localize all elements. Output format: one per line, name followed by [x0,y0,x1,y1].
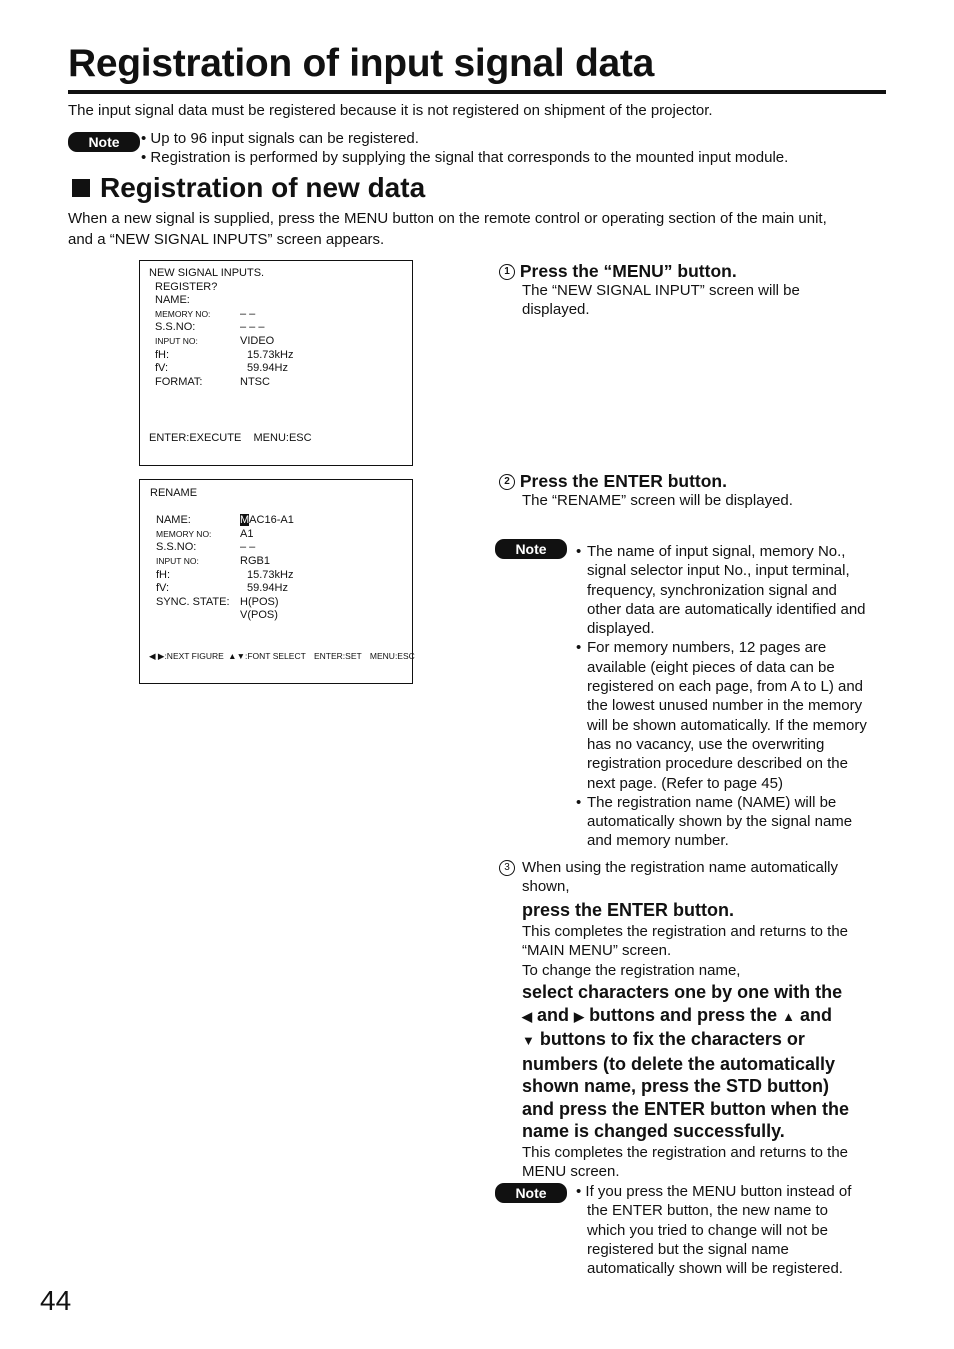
instruction-line: shown name, press the STD button) [522,1076,830,1097]
note-line: • Registration is performed by supplying the signal that corresponds to the mounted input module. [141,149,789,166]
step-text: This completes the registration and returns to the [522,1143,849,1161]
screen-row-value: NTSC [240,375,270,388]
screen-row-label: fH: [156,568,171,581]
note-line: • The registration name (NAME) will be [587,793,837,811]
screen-row-label: S.S.NO: [156,541,197,554]
note-badge: Note [495,1183,567,1203]
note-line: has no vacancy, use the overwriting [587,735,825,753]
section-intro-line: and a “NEW SIGNAL INPUTS” screen appears. [68,231,385,248]
footer-next-figure: :NEXT FIGURE [164,651,224,661]
step-number: 3 [499,860,515,876]
screen-footer: ENTER:EXECUTE MENU:ESC [149,432,312,444]
step-text: When using the registration name automatically [522,859,838,876]
instruction-line: numbers (to delete the automatically [522,1053,836,1074]
footer-menu-esc: MENU:ESC [369,651,415,661]
page-title: Registration of input signal data [68,42,886,94]
screen-data-row [150,582,405,596]
step-title: Press the “MENU” button. [519,261,737,281]
screen-row-value: 15.73kHz [247,348,294,361]
instruction-line: select characters one by one with the [522,982,843,1003]
up-arrow-icon: ▲ [782,1008,795,1024]
screen-row-value: VIDEO [240,334,275,347]
step-1 [499,260,889,320]
screen-row-label: SYNC. STATE: [156,595,230,608]
step-instruction: press the ENTER button. [522,899,735,920]
step-text: The “RENAME” screen will be displayed. [522,492,793,509]
instruction-word: buttons to fix the characters or [539,1029,805,1050]
screen-data-row [149,376,404,390]
name-value: AC16-A1 [249,514,294,527]
note-bullet [576,638,896,792]
rename-screen [139,479,413,684]
note-line: registration procedure described on the [587,755,848,773]
section-intro [68,208,827,250]
note-line: next page. (Refer to page 45) [587,774,783,792]
screen-footer [149,650,415,664]
screen-row-value: A1 [240,527,254,540]
screen-row-label: fH: [155,348,170,361]
screen-data-row [149,335,404,349]
top-notes [141,129,788,168]
screen-data-row [150,528,405,542]
screen-name-label: NAME: [155,294,190,307]
note-2-list [576,542,896,851]
instruction-line: and press the ENTER button when the [522,1098,850,1119]
screen-name-label: NAME: [156,514,191,527]
note-line: automatically shown by the signal name [587,813,853,831]
note-line: the ENTER button, the new name to [587,1202,828,1220]
screen-data-row [150,596,405,610]
step-instruction-block [522,981,899,1143]
note-line: signal selector input No., input terminal, [587,562,850,580]
screen-row-value: H(POS) [240,595,279,608]
instruction-word: and [799,1004,832,1025]
note-line: • Up to 96 input signals can be registered. [141,130,419,147]
screen-data-row [149,321,404,335]
note-line: will be shown automatically. If the memory [587,716,867,734]
screen-row-value: – – [240,307,256,320]
screen-data-row [150,541,405,555]
screen-row-value: – – [240,541,256,554]
note-line: displayed. [587,620,655,638]
intro-text: The input signal data must be registered because it is not registered on shipment of the projector. [68,102,713,119]
down-arrow-icon: ▼ [522,1033,535,1049]
instruction-word: and [537,1004,570,1025]
step-text: The “NEW SIGNAL INPUT” screen will be [522,282,800,299]
screen-data-row [149,349,404,363]
note-badge: Note [68,132,140,152]
note-line: • If you press the MENU button instead of [576,1183,852,1200]
step-3 [499,858,899,1181]
screen-row-label: MEMORY NO: [155,308,211,319]
screen-header: RENAME [150,487,198,499]
note-line: registered but the signal name [587,1240,789,1258]
up-down-arrows-icon: ▲▼ [228,651,245,661]
step-text: This completes the registration and returns to the [522,922,849,940]
screen-name-row [150,514,405,528]
section-title: Registration of new data [100,172,426,203]
screen-header: NEW SIGNAL INPUTS. [149,267,265,279]
instruction-line: name is changed successfully. [522,1121,785,1142]
step-text: MENU screen. [522,1162,620,1180]
screen-data-row [150,569,405,583]
note-line: the lowest unused number in the memory [587,697,863,715]
screen-data-row [149,308,404,322]
note-line: • For memory numbers, 12 pages are [587,639,827,657]
note-badge: Note [495,539,567,559]
left-right-arrows-icon: ◀ ▶ [149,651,165,661]
note-line: and memory number. [587,832,729,850]
step-text: “MAIN MENU” screen. [522,942,672,960]
step-text: displayed. [522,301,590,319]
screen-row-label: S.S.NO: [155,321,196,334]
screen-row-value: 59.94Hz [247,362,288,375]
screen-data-row [149,362,404,376]
screen-row-value: 59.94Hz [247,582,288,595]
screen-row-label: INPUT NO: [156,555,199,566]
step-text: shown, [522,878,570,896]
screen-data-row [150,555,405,569]
screen-row-value: V(POS) [240,609,278,622]
step-number: 2 [499,474,515,490]
note-line: which you tried to change will not be [587,1221,828,1239]
note-line: automatically shown will be registered. [587,1260,843,1278]
screen-row-label: INPUT NO: [155,335,198,346]
screen-row-label: fV: [155,362,169,375]
step-title: Press the ENTER button. [519,471,727,491]
section-heading [72,172,425,204]
note-3-list [576,1182,896,1278]
section-intro-line: When a new signal is supplied, press the MENU button on the remote control or operating section of the main unit, [68,210,827,227]
instruction-word: buttons and press the [589,1004,778,1025]
screen-row-value: RGB1 [240,554,270,567]
screen-row-value: – – – [240,321,265,334]
screen-row-label: fV: [156,582,170,595]
page-number: 44 [40,1285,72,1316]
screen-row-value: 15.73kHz [247,568,294,581]
screen-row-label: FORMAT: [155,375,203,388]
screen-register: REGISTER? [155,280,218,293]
step-2 [499,470,889,510]
note-line: registered on each page, from A to L) and [587,678,864,696]
footer-enter-set: ENTER:SET [314,651,362,661]
note-line: frequency, synchronization signal and [587,581,837,599]
footer-font-select: :FONT SELECT [245,651,306,661]
new-signal-inputs-screen [139,260,413,466]
screen-row-label: MEMORY NO: [156,528,212,539]
note-line: • The name of input signal, memory No., [587,543,846,560]
left-arrow-icon: ◀ [522,1008,532,1024]
name-cursor: M [240,514,250,527]
note-line: available (eight pieces of data can be [587,658,835,676]
screen-data-row [150,609,405,623]
note-bullet [576,542,896,638]
instruction-line [522,1028,899,1053]
note-line: other data are automatically identified and [587,600,866,618]
right-arrow-icon: ▶ [574,1008,585,1024]
instruction-line [522,1004,899,1029]
step-number: 1 [499,264,515,280]
square-bullet-icon [72,179,90,197]
note-bullet [576,793,896,851]
step-text: To change the registration name, [522,961,741,979]
